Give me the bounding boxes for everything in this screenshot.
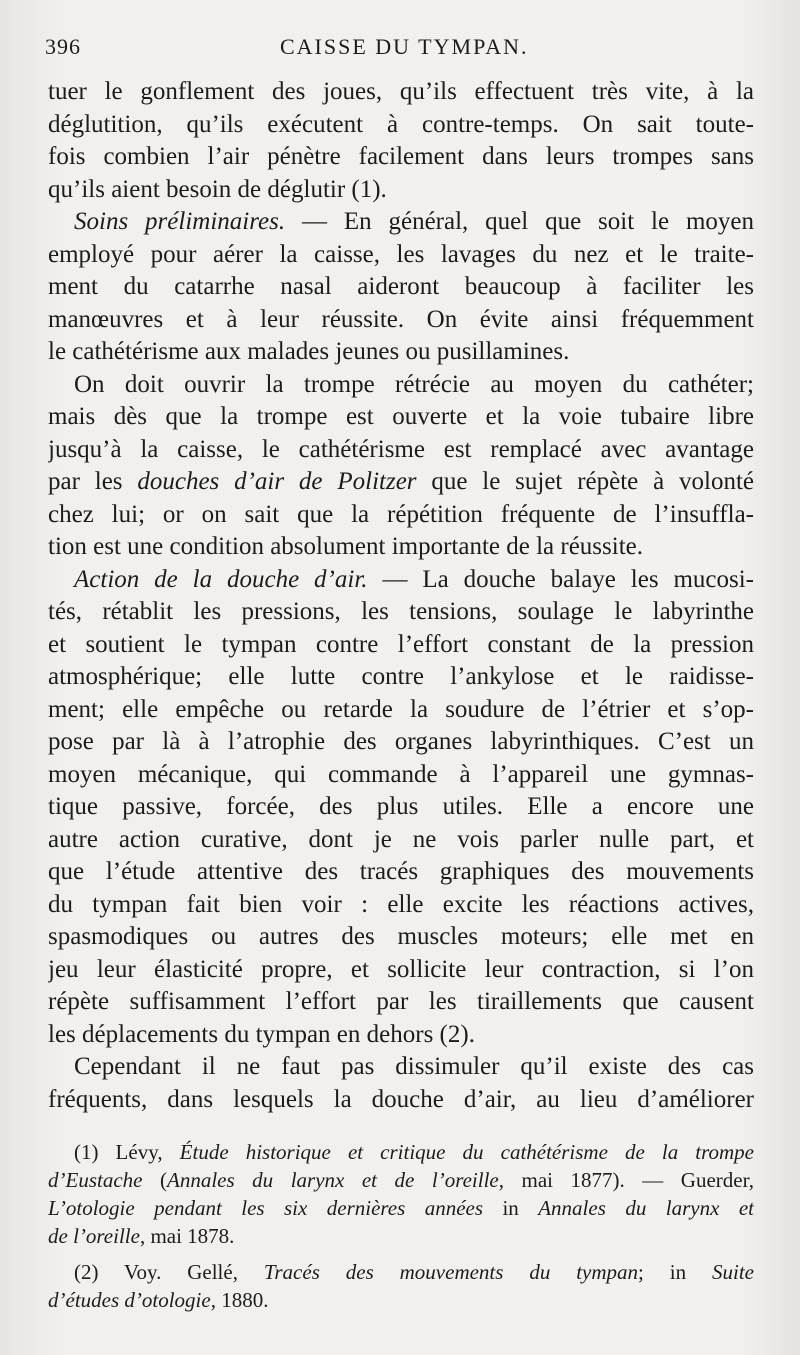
text-line: On doit ouvrir la trompe rétrécie au moyen du cathéter; [74,370,754,398]
text-line: que l’étude attentive des tracés graphiques des mouvements [48,858,754,885]
text-line: répète suffisamment l’effort par les tiraillements que causent [48,988,754,1015]
italic-span: d’études d’otologie [48,1288,211,1312]
body-text [48,76,754,1116]
text-line-politzer [48,466,754,499]
text-line: Cependant il ne faut pas dissimuler qu’il existe des cas [74,1053,754,1080]
text-line: mais dès que la trompe est ouverte et la voie tubaire libre [48,403,754,430]
italic-span: de l’oreille [48,1224,140,1248]
text-span: , 1880. [210,1288,269,1312]
text-span: (1) Lévy, [74,1140,180,1164]
text-line: atmosphérique; elle lutte contre l’ankylose et le raidisse- [48,663,754,690]
footnote-1-line [48,1138,754,1166]
italic-span: L’otologie pendant les six dernières années [48,1196,484,1220]
italic-span: d’Eustache [48,1168,143,1192]
text-line: manœuvres et à leur réussite. On évite ainsi fréquemment [48,305,754,333]
text-line-action [48,564,754,597]
footnote-2-line [48,1286,754,1314]
text-line: fréquents, dans lesquels la douche d’air, au lieu d’améliorer [48,1085,754,1113]
text-span: , mai 1878. [139,1224,235,1248]
page-number: 396 [45,34,81,59]
text-line: les déplacements du tympan en dehors (2). [48,1020,475,1048]
text-line-soins [48,206,754,239]
text-line: qu’ils aient besoin de déglutir (1). [48,175,387,203]
text-line: ment du catarrhe nasal aideront beaucoup à faciliter les [48,273,754,300]
text-span: que le sujet répète à volonté [416,468,754,495]
text-span: (2) Voy. Gellé, [74,1260,264,1284]
text-line: autre action curative, dont je ne vois parler nulle part, et [48,825,754,853]
text-line: tion est une condition absolument importante de la réussite. [48,533,644,560]
italic-span: Étude historique et critique du cathétérisme de la trompe [179,1140,754,1164]
text-span: — En général, quel que soit le moyen [285,208,754,235]
text-line: tique passive, forcée, des plus utiles. Elle a encore une [48,793,754,820]
footnote-1-line [48,1194,754,1222]
text-line: jusqu’à la caisse, le cathétérisme est remplacé avec avantage [48,435,754,463]
text-line: tés, rétablit les pressions, les tensions, soulage le labyrinthe [48,598,754,625]
section-heading-soins: Soins préliminaires. [74,208,286,235]
italic-span: Annales du larynx et [538,1196,754,1220]
text-line: jeu leur élasticité propre, et sollicite leur contraction, si l’on [48,955,754,983]
italic-span: Annales du larynx et de l’oreille [167,1168,499,1192]
text-line: le cathétérisme aux malades jeunes ou pusillamines. [48,338,570,365]
running-title: CAISSE DU TYMPAN. [280,34,529,59]
text-line: pose par là à l’atrophie des organes labyrinthiques. C’est un [48,728,754,755]
text-line: tuer le gonflement des joues, qu’ils effectuent très vite, à la [48,78,754,105]
text-span: , mai 1877). — Guerder, [498,1168,754,1192]
text-line: spasmodiques ou autres des muscles moteurs; elle met en [48,923,754,950]
footnotes [48,1138,754,1314]
text-line: déglutition, qu’ils exécutent à contre-temps. On sait toute- [48,110,754,138]
text-span: — La douche balaye les mucosi- [367,565,754,593]
text-line: fois combien l’air pénètre facilement dans leurs trompes sans [48,143,754,170]
text-line: chez lui; or on sait que la répétition fréquente de l’insuffla- [48,500,754,528]
text-line: du tympan fait bien voir : elle excite les réactions actives, [48,890,754,918]
text-span: ( [142,1168,167,1192]
text-span: ; in [638,1260,712,1284]
footnote-2-line [48,1258,754,1286]
text-line: et soutient le tympan contre l’effort constant de la pression [48,630,754,658]
text-span: in [483,1196,539,1220]
section-heading-action: Action de la douche d’air. [74,565,368,593]
text-line: employé pour aérer la caisse, les lavages du nez et le traite- [48,240,754,268]
text-span: par les [48,468,138,495]
italic-span: Tracés des mouvements du tympan [263,1260,639,1284]
italic-span: Suite [712,1260,754,1284]
italic-span: douches d’air de Politzer [137,468,417,495]
text-line: ment; elle empêche ou retarde la soudure de l’étrier et s’op- [48,695,754,723]
footnote-1-line [48,1222,754,1250]
page-header [45,34,755,70]
text-line: moyen mécanique, qui commande à l’appareil une gymnas- [48,760,754,788]
footnote-1-line [48,1166,754,1194]
